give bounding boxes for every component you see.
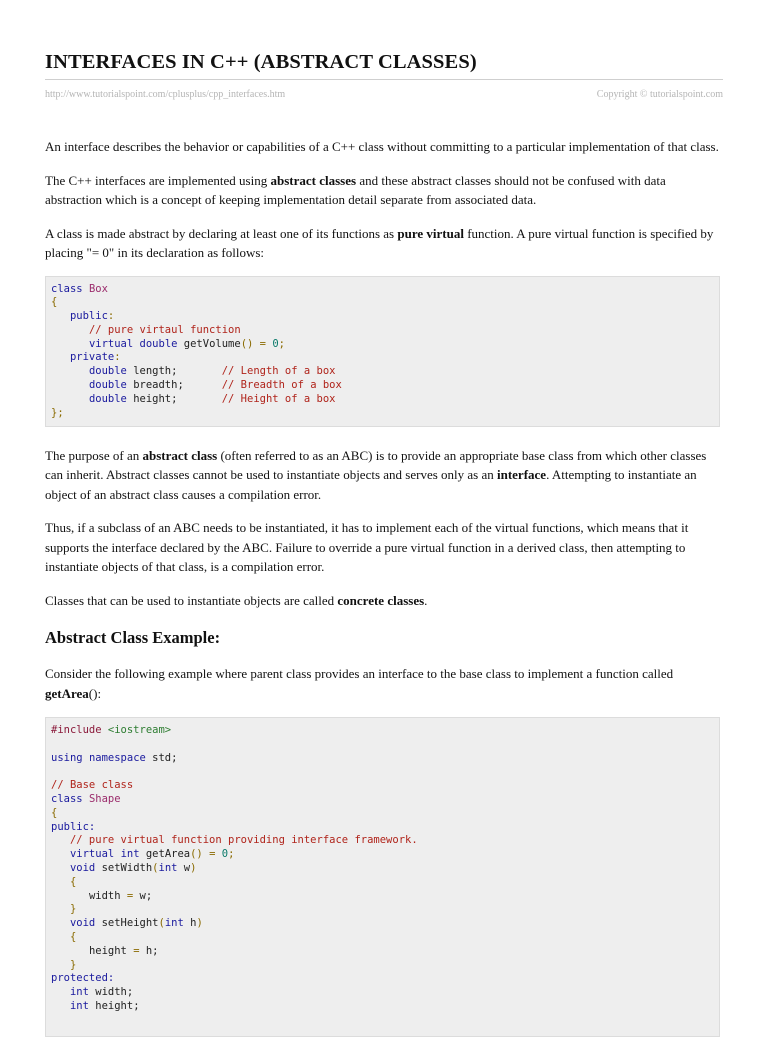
abstract-classes-term: abstract classes [270,172,357,188]
source-url[interactable]: http://www.tutorialspoint.com/cplusplus/cpp_interfaces.htm [45,89,286,100]
purpose-paragraph: The purpose of an abstract class (often referred to as an ABC) is to provide an appropriate base class from which other classes can inherit. Abstract classes cannot be used to instantiate objects and serves only as an interface. Attempting to instantiate an object of an abstract class causes a compilation error. [45,447,707,502]
page-meta [45,89,723,101]
example-intro-paragraph: Consider the following example where parent class provides an interface to the base class to implement a function called getArea(): [45,666,674,701]
page-title: INTERFACES IN C++ (ABSTRACT CLASSES) [45,0,723,80]
pure-virtual-paragraph: A class is made abstract by declaring at least one of its functions as pure virtual function. A pure virtual function is specified by placing "= 0" in its declaration as follows: [45,225,714,260]
concrete-classes-paragraph: Classes that can be used to instantiate objects are called concrete classes. [45,592,428,608]
abstract-class-term: abstract class [142,447,218,463]
document-page [45,0,723,1037]
subclass-paragraph: Thus, if a subclass of an ABC needs to be instantiated, it has to implement each of the virtual functions, which means that it supports the interface declared by the ABC. Failure to override a pure virtual function in a derived class, then attempting to instantiate objects of that class, is a compilation error. [45,520,689,574]
abstract-classes-paragraph: The C++ interfaces are implemented using abstract classes and these abstract classes should not be confused with data abstraction which is a concept of keeping implementation detail separate from associated data. [45,172,666,207]
intro-paragraph: An interface describes the behavior or capabilities of a C++ class without committing to a particular implementation of that class. [45,139,719,154]
code-block-shape-example: #include <iostream> using namespace std; // Base class class Shape { public: // pure virtual function providing interface framework. virtual int getArea() = 0; void setWidth(int w) { width = w; } void setHeight(int h) { height = h; } protected: int width; int height; [45,717,720,1037]
getarea-term: getArea [45,685,89,701]
pure-virtual-term: pure virtual [397,225,464,241]
concrete-classes-term: concrete classes [337,592,425,608]
copyright-notice: Copyright © tutorialspoint.com [596,89,723,100]
section-heading: Abstract Class Example: [45,628,221,647]
interface-term: interface [496,467,547,482]
code-block-box-class: class Box { public: // pure virtaul function virtual double getVolume() = 0; private: double length; // Length of a box double breadth; // Breadth of a box double height; // Height of a box }; [45,276,720,427]
